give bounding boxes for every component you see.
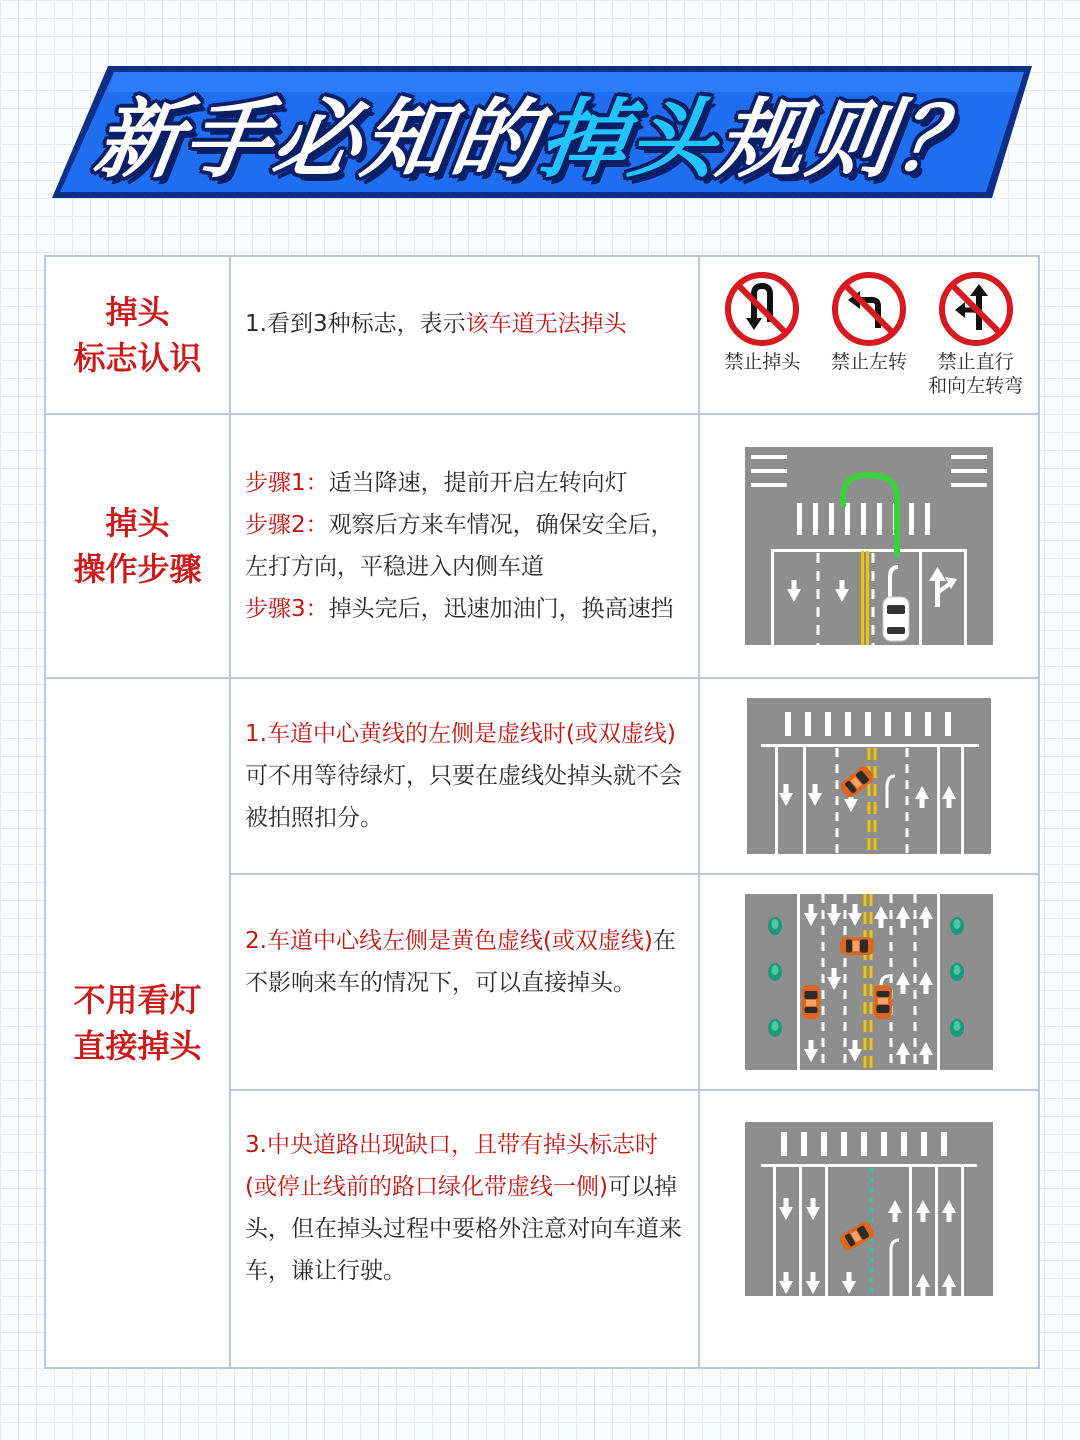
no-u-turn-icon (725, 272, 799, 346)
dashed-centerline-illustration (747, 698, 991, 854)
section-title-no-light: 不用看灯 直接掉头 (73, 981, 202, 1065)
sign-label: 禁止掉头 (724, 351, 801, 373)
no-light-rule-2: 2.车道中心线左侧是黄色虚线(或双虚线)在不影响来车的情况下，可以直接掉头。 (245, 928, 676, 996)
row-sign-recognition (45, 256, 1039, 414)
step-2: 步骤2：观察后方来车情况，确保安全后，左打方向，平稳进入内侧车道 (245, 512, 674, 580)
yellow-dashed-centerline-illustration (745, 894, 993, 1070)
no-left-turn-icon (832, 272, 906, 346)
sign-label: 禁止直行 和向左转弯 (928, 351, 1024, 397)
section-title-signs: 掉头 标志认识 (73, 293, 202, 377)
step-1: 步骤1：适当降速，提前开启左转向灯 (245, 470, 628, 496)
steps-list (231, 462, 698, 630)
no-straight-or-left-icon (939, 272, 1013, 346)
sign-no-left-turn (817, 272, 921, 374)
no-light-rule-3: 3.中央道路出现缺口，且带有掉头标志时(或停止线前的路口绿化带虚线一侧)可以掉头，但在掉头过程中要格外注意对向车道来车，谦让行驶。 (245, 1132, 682, 1284)
sign-no-u-turn (710, 272, 814, 374)
step-3: 步骤3：掉头完后，迅速加油门，换高速挡 (245, 596, 674, 622)
page-title: 新手必知的 掉头 规则？ (88, 90, 993, 190)
sign-label: 禁止左转 (830, 351, 907, 373)
row-operation-steps (45, 414, 1039, 678)
white-car (883, 597, 909, 641)
sign-no-straight-or-left (924, 272, 1028, 398)
median-gap-illustration (745, 1122, 993, 1296)
row-no-light-1 (45, 678, 1039, 874)
prohibition-signs (709, 272, 1029, 398)
no-light-rule-1: 1.车道中心黄线的左侧是虚线时(或双虚线)可不用等待绿灯，只要在虚线处掉头就不会被拍照扣分。 (245, 721, 682, 831)
title-banner (52, 66, 1032, 198)
signs-description: 1.看到3种标志，表示该车道无法掉头 (245, 311, 627, 337)
section-title-steps: 掉头 操作步骤 (73, 504, 202, 588)
u-turn-road-illustration (745, 447, 993, 645)
rules-table (44, 255, 1040, 1369)
